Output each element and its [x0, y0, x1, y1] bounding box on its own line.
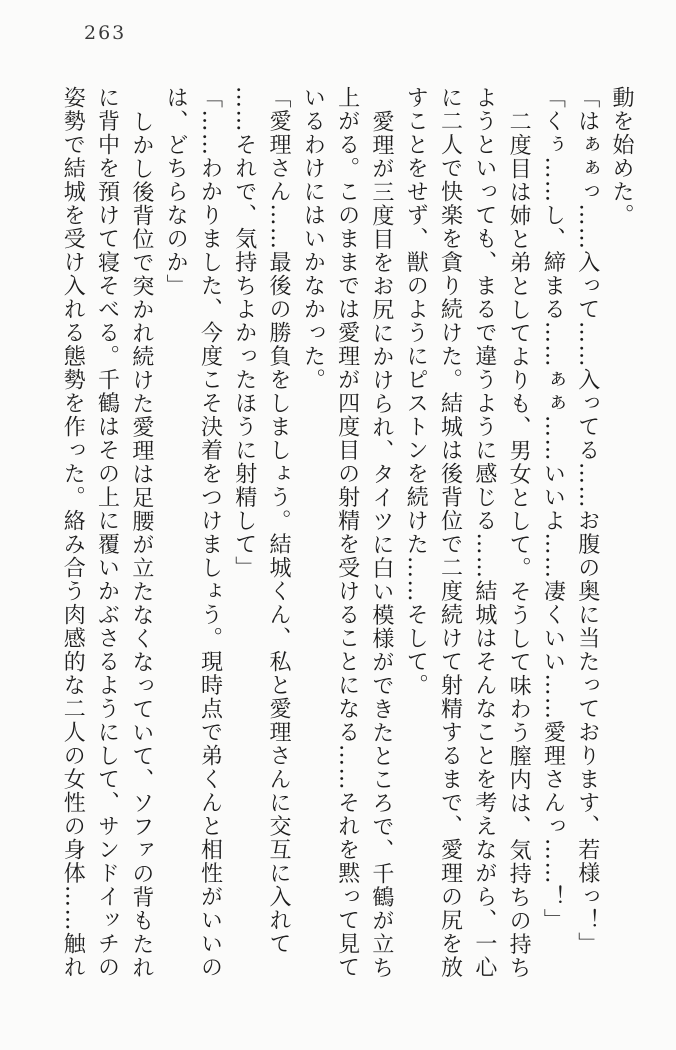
text-column: しかし後背位で突かれ続けた愛理は足腰が立たなくなっていて、ソファの背もたれ	[128, 109, 154, 979]
text-column: 愛理が三度目をお尻にかけられ、タイツに白い模様ができたところで、千鶴が立ち	[368, 109, 394, 979]
page-number: 263	[84, 22, 127, 44]
text-column: 動を始めた。	[609, 86, 634, 227]
text-column: いるわけにはいかなかった。	[300, 86, 326, 392]
page-text-block	[55, 86, 638, 1024]
text-column: 姿勢で結城を受け入れる態勢を作った。絡み合う肉感的な二人の女性の身体……触れ	[60, 86, 86, 979]
text-column: 「……わかりました、今度こそ決着をつけましょう。現時点で弟くんと相性がいいの	[197, 86, 223, 979]
text-column: は、どちらなのか」	[163, 86, 189, 298]
text-column: に二人で快楽を貪り続けた。結城は後背位で二度続けて射精するまで、愛理の尻を放	[437, 86, 463, 979]
text-column: 「愛理さん……最後の勝負をしましょう。結城くん、私と愛理さんに交互に入れて	[266, 86, 292, 956]
text-column: ようといっても、まるで違うように感じる……結城はそんなことを考えながら、一心	[471, 86, 497, 979]
text-column: に背中を預けて寝そべる。千鶴はその上に覆いかぶさるようにして、サンドイッチの	[94, 86, 120, 979]
text-column: 二度目は姉と弟としてよりも、男女として。そうして味わう膣内は、気持ちの持ち	[506, 109, 532, 979]
text-column: すことをせず、獣のようにピストンを続けた……そして。	[403, 86, 429, 697]
text-column: 上がる。このままでは愛理が四度目の射精を受けることになる……それを黙って見て	[334, 86, 360, 979]
text-column: 「はぁぁっ……入って……入ってる……お腹の奥に当たっております、若様っ！」	[574, 86, 600, 956]
text-column: 「くぅ……し、締まる……ぁぁ……いいよ……凄くいい……愛理さんっ……！」	[540, 86, 566, 932]
text-column: ……それで、気持ちよかったほうに射精して」	[231, 86, 257, 580]
